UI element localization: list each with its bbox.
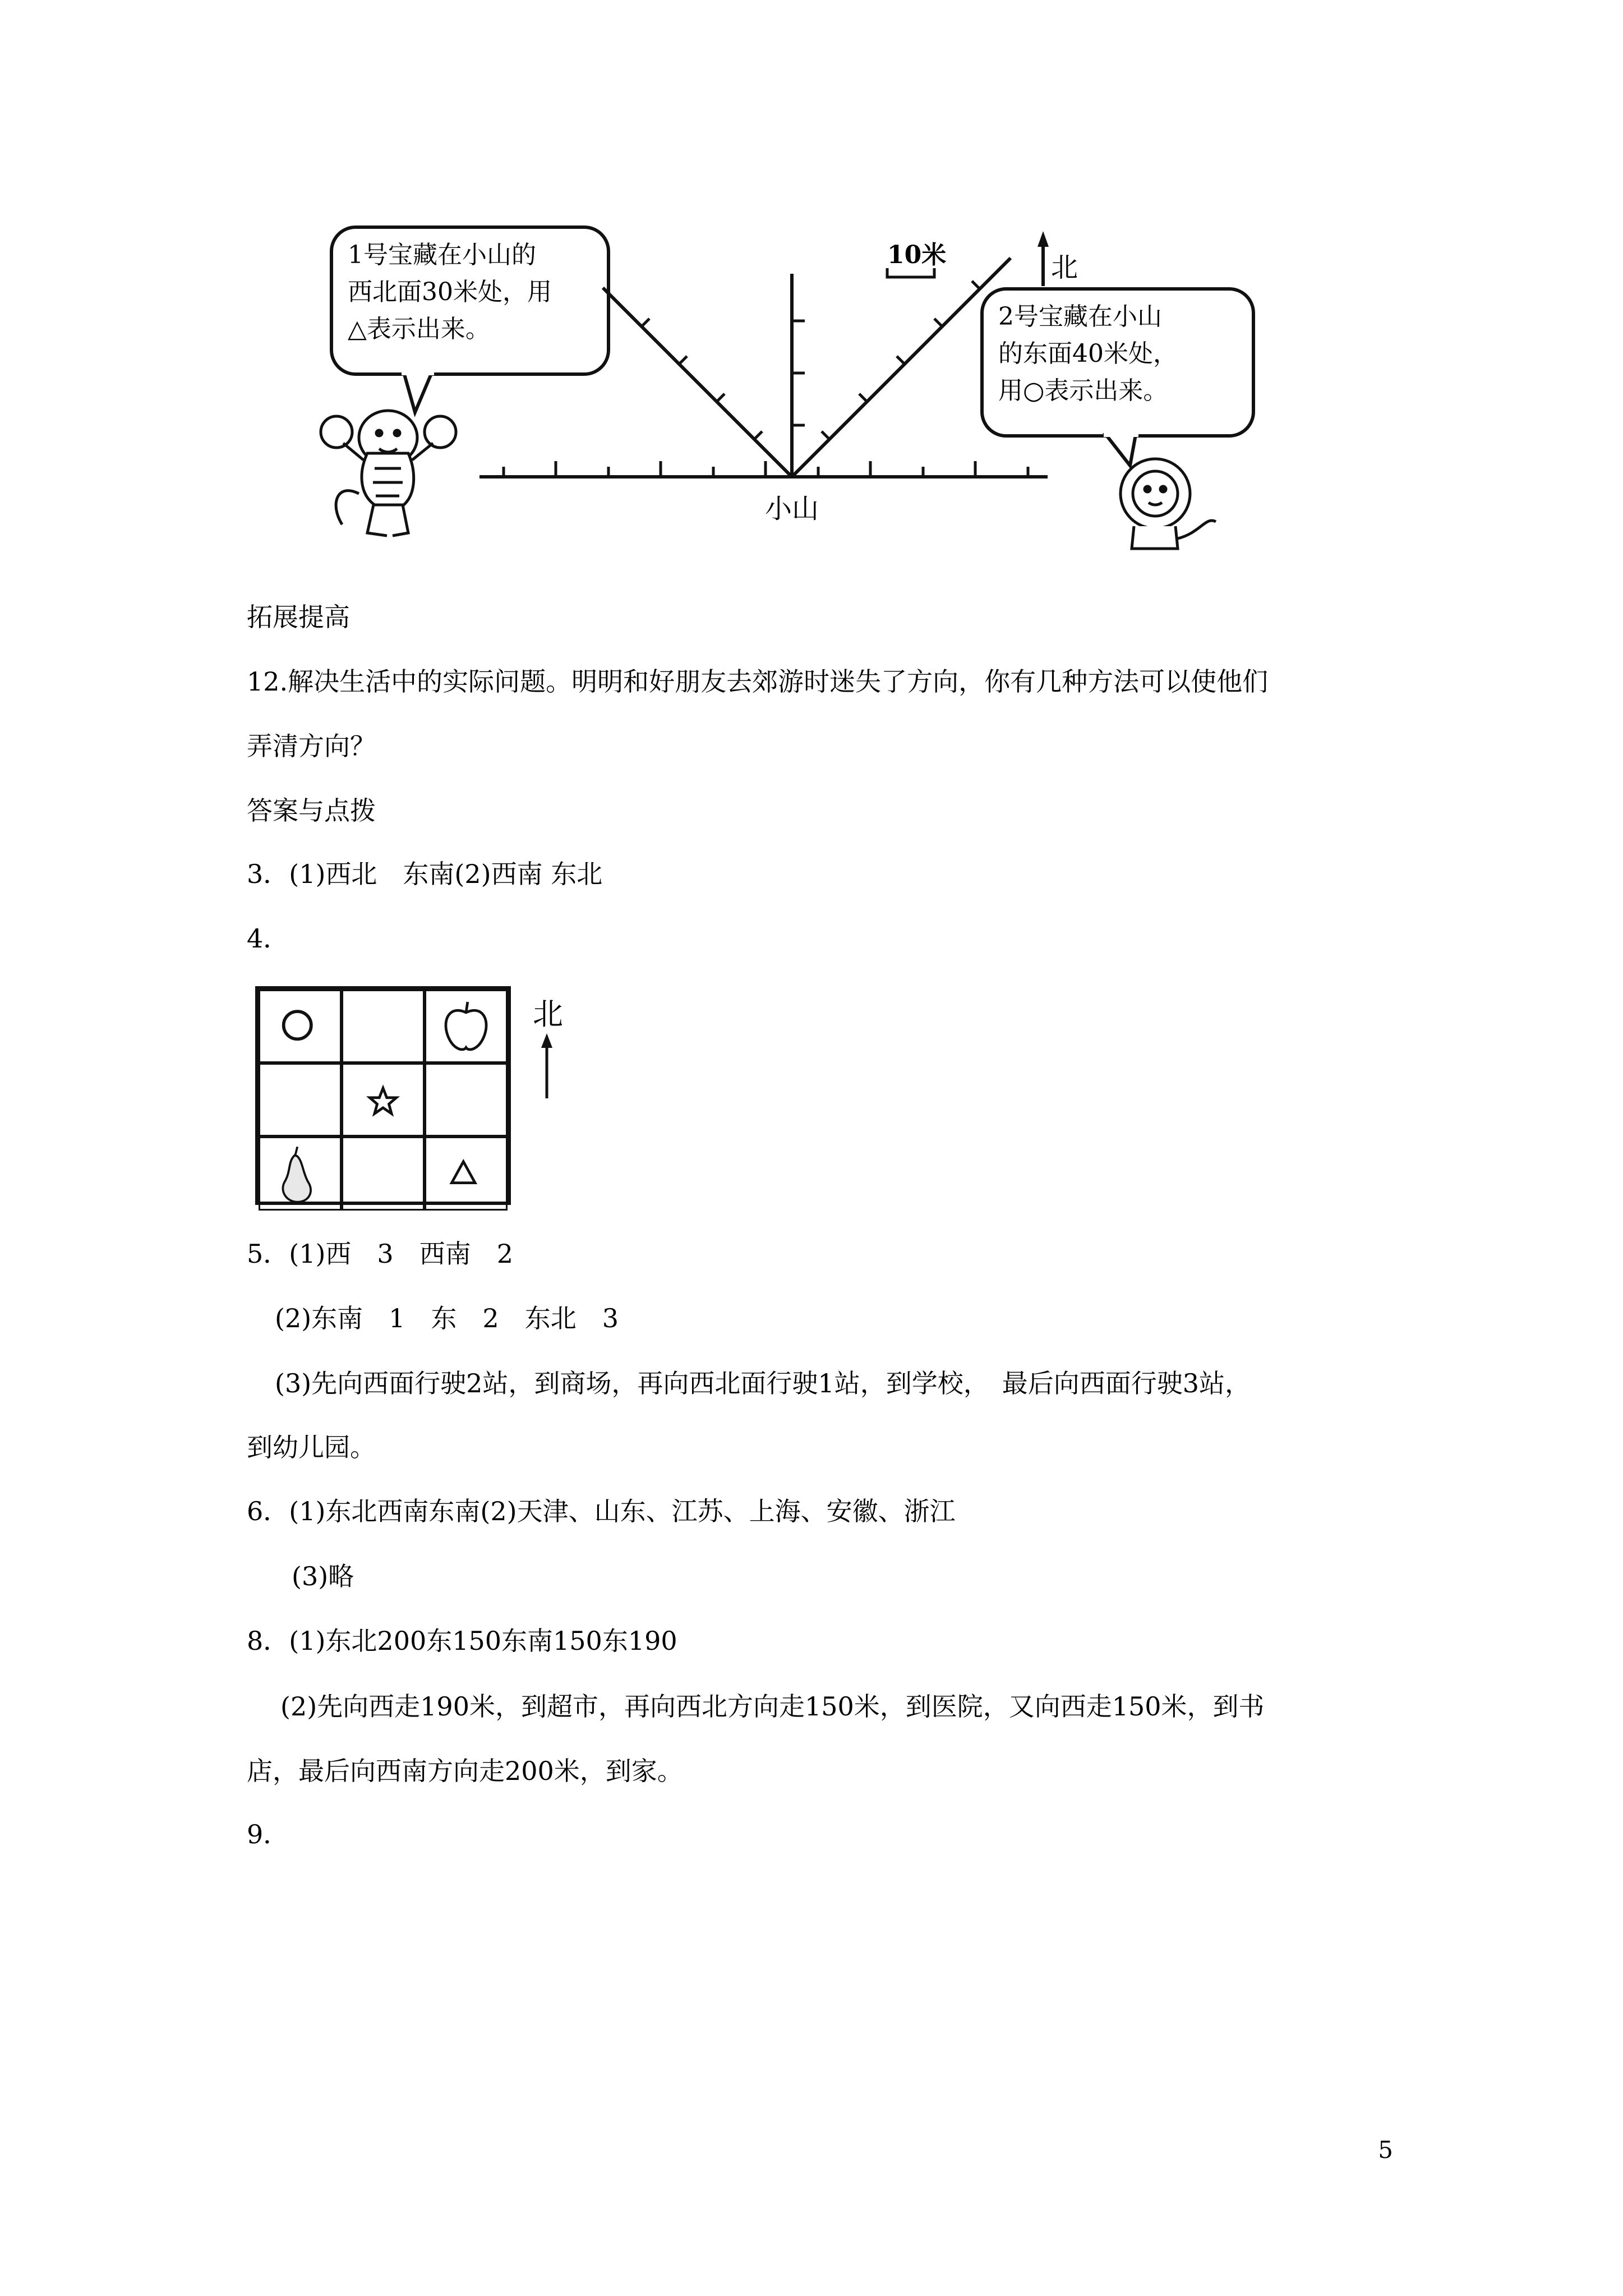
grid-north-label: 北 <box>533 996 563 1032</box>
bubble-right-line-1: 2号宝藏在小山 <box>998 302 1162 331</box>
answer-4: 4． <box>247 923 289 954</box>
northwest-ticks <box>642 319 762 439</box>
apple-icon <box>426 991 506 1061</box>
page-number: 5 <box>1378 2136 1393 2164</box>
bubble-right-line-2: 的东面40米处， <box>998 339 1178 368</box>
circle-icon <box>260 991 340 1061</box>
question-12-line-1: 12.解决生活中的实际问题。明明和好朋友去郊游时迷失了方向，你有几种方法可以使他们 <box>247 666 1269 697</box>
triangle-icon <box>426 1138 506 1208</box>
grid-cell <box>259 1063 342 1137</box>
pear-icon <box>260 1138 340 1208</box>
answer-5-line-4: 到幼儿园。 <box>247 1432 376 1462</box>
grid-cell <box>259 990 342 1063</box>
tiger-icon <box>321 411 456 536</box>
bubble-left-tail <box>404 372 432 412</box>
answer-6-line-1: 6．(1)东北西南东南(2)天津、山东、江苏、上海、安徽、浙江 <box>247 1496 956 1526</box>
northwest-line <box>603 288 792 477</box>
answer-8-line-3: 店，最后向西南方向走200米，到家。 <box>247 1756 683 1786</box>
star-icon <box>343 1065 423 1135</box>
answer-3: 3．(1)西北 东南(2)西南 东北 <box>247 859 603 889</box>
bubble-left-line-1: 1号宝藏在小山的 <box>348 241 536 269</box>
answers-title: 答案与点拨 <box>247 795 376 826</box>
origin-label: 小山 <box>765 493 819 524</box>
horizontal-ticks <box>504 461 1028 477</box>
northeast-line <box>792 258 1011 477</box>
grid-cell <box>342 1137 425 1210</box>
section-title: 拓展提高 <box>247 602 350 632</box>
position-grid <box>255 986 511 1205</box>
vertical-ticks <box>792 321 805 425</box>
grid-north-arrow <box>538 1032 555 1099</box>
bubble-left-line-3: △表示出来。 <box>348 315 490 343</box>
answer-8-line-1: 8．(1)东北200东150东南150东190 <box>247 1626 677 1656</box>
grid-cell <box>425 990 508 1063</box>
grid-cell <box>342 1063 425 1137</box>
scale-label: 10米 <box>887 241 947 269</box>
answer-5-line-2: (2)东南 1 东 2 东北 3 <box>275 1303 619 1333</box>
bubble-right-line-3: 用○表示出来。 <box>998 376 1168 405</box>
north-label: 北 <box>1051 252 1078 283</box>
answer-8-line-2: (2)先向西走190米，到超市，再向西北方向走150米，到医院，又向西走150米，到书 <box>280 1691 1265 1722</box>
northeast-ticks <box>822 281 980 439</box>
answer-6-line-2: (3)略 <box>292 1561 354 1591</box>
question-12-line-2: 弄清方向？ <box>247 731 376 761</box>
answer-5-line-1: 5．(1)西 3 西南 2 <box>247 1239 513 1269</box>
lion-icon <box>1121 459 1216 549</box>
answer-9: 9． <box>247 1819 289 1849</box>
bubble-right-tail <box>1106 435 1136 466</box>
grid-cell <box>342 990 425 1063</box>
bubble-left-line-2: 西北面30米处，用 <box>348 278 552 306</box>
grid-cell <box>425 1137 508 1210</box>
grid-cell <box>259 1137 342 1210</box>
grid-cell <box>425 1063 508 1137</box>
answer-5-line-3: (3)先向西面行驶2站，到商场，再向西北面行驶1站，到学校， 最后向西面行驶3站， <box>275 1368 1251 1398</box>
